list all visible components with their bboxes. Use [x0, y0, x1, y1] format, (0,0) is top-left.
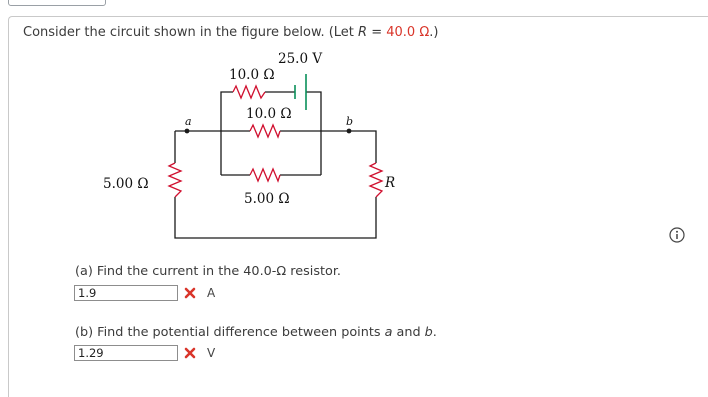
point-a-dot: [185, 129, 190, 134]
part-b-point-b: b: [424, 325, 433, 340]
x-mark-icon: [183, 286, 197, 300]
resistance-value: 40.0 Ω: [386, 25, 430, 40]
question-equals: =: [367, 25, 387, 40]
right-resistor: [370, 163, 382, 197]
question-suffix: .): [429, 25, 439, 40]
part-a-unit: A: [207, 286, 216, 300]
wire-top-right: [306, 92, 321, 131]
point-b-dot: [347, 129, 352, 134]
question-prefix: Consider the circuit shown in the figure below. (Let: [23, 25, 359, 40]
info-circle-icon[interactable]: [669, 227, 685, 243]
part-b-prompt: [75, 325, 437, 340]
part-b-point-a: a: [384, 325, 393, 340]
part-b-prompt-end: .: [432, 325, 437, 340]
point-b-label: b: [346, 115, 354, 128]
left-resistor: [169, 163, 181, 197]
part-b-prompt-and: and: [392, 325, 425, 340]
middle-resistor-label: 10.0 Ω: [246, 106, 292, 122]
right-resistor-label: R: [385, 175, 396, 191]
left-resistor-label: 5.00 Ω: [103, 176, 149, 192]
x-mark-icon: [183, 346, 197, 360]
part-a-answer-row: [74, 284, 215, 302]
top-resistor: [233, 86, 265, 98]
part-b-answer-row: [74, 344, 215, 362]
part-b-unit: V: [207, 346, 216, 360]
wire-top-left: [221, 92, 233, 131]
part-b-prompt-start: (b) Find the potential difference between points: [75, 325, 385, 340]
question-variable: R: [358, 25, 368, 40]
lower-resistor-label: 5.00 Ω: [244, 191, 290, 207]
part-a-prompt: (a) Find the current in the 40.0-Ω resistor.: [75, 264, 341, 279]
part-b-answer-input[interactable]: [74, 345, 178, 361]
middle-resistor: [250, 125, 280, 137]
top-resistor-label: 10.0 Ω: [229, 67, 275, 83]
part-a-answer-input[interactable]: [74, 285, 178, 301]
point-a-label: a: [185, 115, 192, 128]
lower-resistor: [250, 169, 280, 181]
wire-outer-right: [349, 131, 376, 163]
battery-label: 25.0 V: [278, 51, 323, 67]
